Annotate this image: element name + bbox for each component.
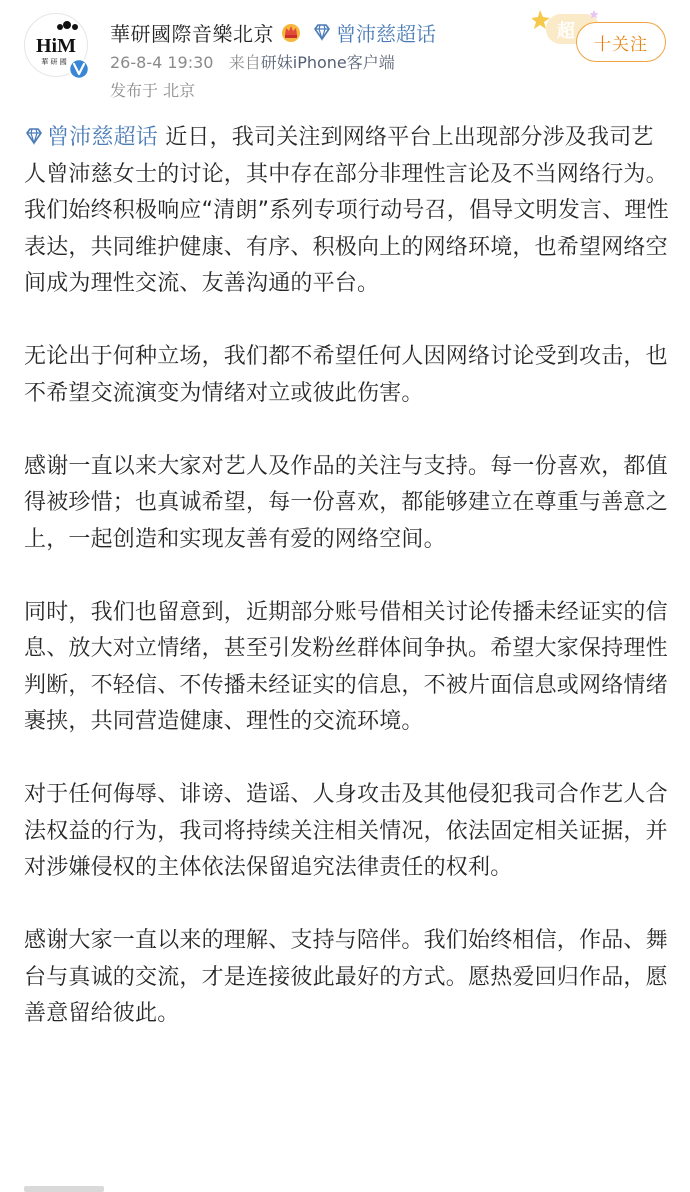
diamond-inline-icon bbox=[24, 126, 44, 146]
avatar-logo-subtext: 華 研 國 bbox=[41, 58, 67, 66]
source-prefix: 来自 bbox=[228, 53, 261, 72]
topic-link-header[interactable] bbox=[312, 18, 436, 47]
avatar-logo-text: HiM bbox=[36, 35, 76, 57]
topic-link-header-label: 曾沛慈超话 bbox=[336, 21, 436, 46]
source-client[interactable]: 研妹iPhone客户端 bbox=[260, 53, 395, 72]
username[interactable]: 華研國際音樂北京 bbox=[110, 21, 274, 46]
vip-crown-icon bbox=[280, 21, 302, 43]
topic-link-inline-label: 曾沛慈超话 bbox=[47, 125, 159, 150]
location: 发布于 北京 bbox=[110, 81, 196, 100]
timestamp: 26-8-4 19:30 bbox=[110, 53, 214, 72]
user-line bbox=[110, 14, 436, 50]
post-header bbox=[0, 0, 690, 110]
topic-link-inline[interactable] bbox=[24, 125, 158, 150]
diamond-icon bbox=[312, 22, 332, 42]
bottom-divider bbox=[24, 1186, 104, 1192]
paragraph-6: 感谢大家一直以来的理解、支持与陪伴。我们始终相信，作品、舞台与真诚的交流，才是连接彼此最好的方式。愿热爱回归作品，愿善意留给彼此。 bbox=[24, 928, 668, 1026]
paragraph-5: 对于任何侮辱、诽谤、造谣、人身攻击及其他侵犯我司合作艺人合法权益的行为，我司将持续关注相关情况，依法固定相关证据，并对涉嫌侵权的主体依法保留追究法律责任的权利。 bbox=[24, 782, 668, 880]
verified-icon bbox=[68, 58, 90, 80]
paragraph-3: 感谢一直以来大家对艺人及作品的关注与支持。每一份喜欢，都值得被珍惜；也真诚希望，每一份喜欢，都能够建立在尊重与善意之上，一起创造和实现友善有爱的网络空间。 bbox=[24, 453, 668, 552]
post-content bbox=[24, 120, 669, 1069]
paragraph-2: 无论出于何种立场，我们都不希望任何人因网络讨论受到攻击，也不希望交流演变为情绪对立或彼此伤害。 bbox=[24, 344, 668, 406]
paragraph-4: 同时，我们也留意到，近期部分账号借相关讨论传播未经证实的信息、放大对立情绪，甚至引发粉丝群体间争执。希望大家保持理性判断，不轻信、不传播未经证实的信息，不被片面信息或网络情绪裹挟，共同营造健康、理性的交流环境。 bbox=[24, 599, 668, 734]
super-badge-text: 超 bbox=[557, 21, 575, 42]
paragraph-1 bbox=[24, 120, 669, 303]
post-meta bbox=[110, 50, 395, 73]
follow-button[interactable]: 十关注 bbox=[576, 22, 666, 62]
paragraph-1-text: 近日，我司关注到网络平台上出现部分涉及我司艺人曾沛慈女士的讨论，其中存在部分非理性言论及不当网络行为。我们始终积极响应“清朗”系列专项行动号召，倡导文明发言、理性表达，共同维护健康、有序、积极向上的网络环境，也希望网络空间成为理性交流、友善沟通的平台。 bbox=[24, 125, 669, 296]
